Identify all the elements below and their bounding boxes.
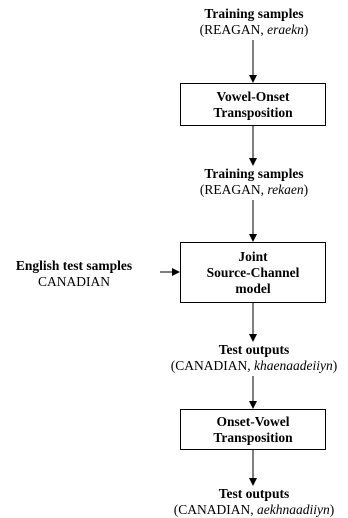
vowel-onset-line-1: Vowel-Onset — [216, 88, 290, 104]
onset-vowel-line-1: Onset-Vowel — [216, 413, 290, 429]
test-outputs-italic-2: aekhnaadiiyn — [257, 502, 330, 517]
training-samples-title-1: Training samples — [204, 6, 304, 21]
test-outputs-italic-1: khaenaadeiiyn — [254, 358, 333, 373]
training-samples-italic-2: rekaen — [267, 182, 304, 197]
test-outputs-open-1: (CANADIAN, — [170, 358, 254, 373]
jsc-line-1: Joint — [238, 248, 268, 264]
test-outputs-close-1: ) — [332, 358, 338, 373]
test-outputs-close-2: ) — [329, 502, 335, 517]
english-test-samples-value: CANADIAN — [38, 274, 110, 289]
training-samples-close-2: ) — [303, 182, 309, 197]
test-outputs-title-2: Test outputs — [218, 486, 290, 501]
vowel-onset-line-2: Transposition — [213, 104, 293, 120]
english-test-samples-title: English test samples — [15, 258, 133, 273]
jsc-line-3: model — [235, 280, 271, 296]
test-outputs-title-1: Test outputs — [218, 342, 290, 357]
onset-vowel-line-2: Transposition — [213, 429, 293, 445]
training-samples-italic-1: eraekn — [267, 22, 304, 37]
training-samples-title-2: Training samples — [204, 166, 304, 181]
training-samples-open-2: (REAGAN, — [199, 182, 268, 197]
jsc-line-2: Source-Channel — [206, 264, 300, 280]
training-samples-close-1: ) — [303, 22, 309, 37]
training-samples-open-1: (REAGAN, — [199, 22, 268, 37]
test-outputs-open-2: (CANADIAN, — [173, 502, 257, 517]
